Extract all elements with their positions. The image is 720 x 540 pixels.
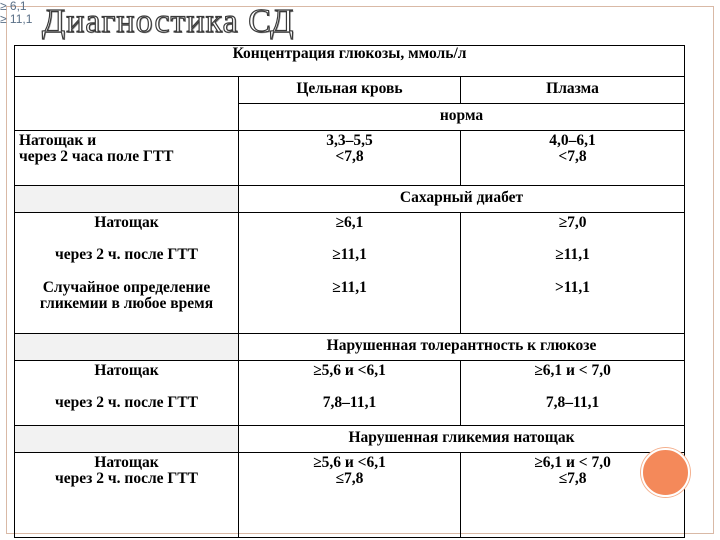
ntg-plasma-2: 7,8–11,1: [545, 394, 600, 411]
ngn-plasma-2: ≤7,8: [558, 470, 587, 487]
diabetes-whole-values: [239, 213, 461, 334]
norm-whole-value: 3,3–5,5 <7,8: [239, 131, 461, 186]
ngn-row-gtt: через 2 ч. после ГТТ: [55, 470, 198, 487]
ntg-empty-cell: [15, 334, 239, 361]
norm-row-label: Натощак и через 2 часа поле ГТТ: [15, 131, 239, 186]
corner-note: [0, 0, 32, 26]
ngn-whole-2: ≤7,8: [335, 470, 364, 487]
diabetes-row-random-2: гликемии в любое время: [39, 295, 214, 312]
norm-plasma-value: 4,0–6,1 <7,8: [461, 131, 685, 186]
diabetes-plasma-1: ≥7,0: [558, 214, 587, 231]
ntg-row-gtt: через 2 ч. после ГТТ: [55, 394, 198, 411]
ntg-plasma-values: [461, 361, 685, 426]
section-norm: норма: [239, 104, 685, 131]
diabetes-row-labels: [15, 213, 239, 334]
ngn-whole-1: ≥5,6 и <6,1: [313, 454, 386, 471]
diabetes-plasma-values: [461, 213, 685, 334]
corner-note-line2: ≥ 11,1: [0, 12, 33, 26]
ntg-plasma-1: ≥6,1 и < 7,0: [534, 362, 611, 379]
col-whole-blood: Цельная кровь: [239, 77, 461, 104]
ngn-whole-values: [239, 453, 461, 538]
ngn-row-fasting: Натощак: [94, 454, 159, 471]
header-empty-cell: [15, 77, 239, 131]
diabetes-row-fasting: Натощак: [94, 214, 159, 231]
corner-note-line1: ≥ 6,1: [0, 0, 27, 13]
diabetes-whole-3: ≥11,1: [332, 279, 367, 296]
diabetes-row-random-1: Случайное определение: [42, 279, 211, 296]
ntg-whole-values: [239, 361, 461, 426]
section-diabetes: Сахарный диабет: [239, 186, 685, 213]
table-header: Концентрация глюкозы, ммоль/л: [15, 46, 685, 77]
diabetes-plasma-2: ≥11,1: [555, 246, 590, 263]
ntg-whole-1: ≥5,6 и <6,1: [313, 362, 386, 379]
diabetes-empty-cell: [15, 186, 239, 213]
diabetes-plasma-3: >11,1: [554, 279, 591, 296]
ngn-plasma-1: ≥6,1 и < 7,0: [534, 454, 611, 471]
diagnostics-table: [14, 45, 685, 538]
ntg-whole-2: 7,8–11,1: [322, 394, 377, 411]
diabetes-whole-2: ≥11,1: [332, 246, 367, 263]
ngn-row-labels: [15, 453, 239, 538]
col-plasma: Плазма: [461, 77, 685, 104]
section-ngn: Нарушенная гликемия натощак: [239, 426, 685, 453]
slide-title: Диагностика СД: [42, 3, 295, 40]
decorative-circle: [641, 448, 690, 497]
ngn-empty-cell: [15, 426, 239, 453]
diabetes-row-gtt: через 2 ч. после ГТТ: [55, 246, 198, 263]
ntg-row-labels: [15, 361, 239, 426]
ntg-row-fasting: Натощак: [94, 362, 159, 379]
section-ntg: Нарушенная толерантность к глюкозе: [239, 334, 685, 361]
diabetes-whole-1: ≥6,1: [335, 214, 364, 231]
